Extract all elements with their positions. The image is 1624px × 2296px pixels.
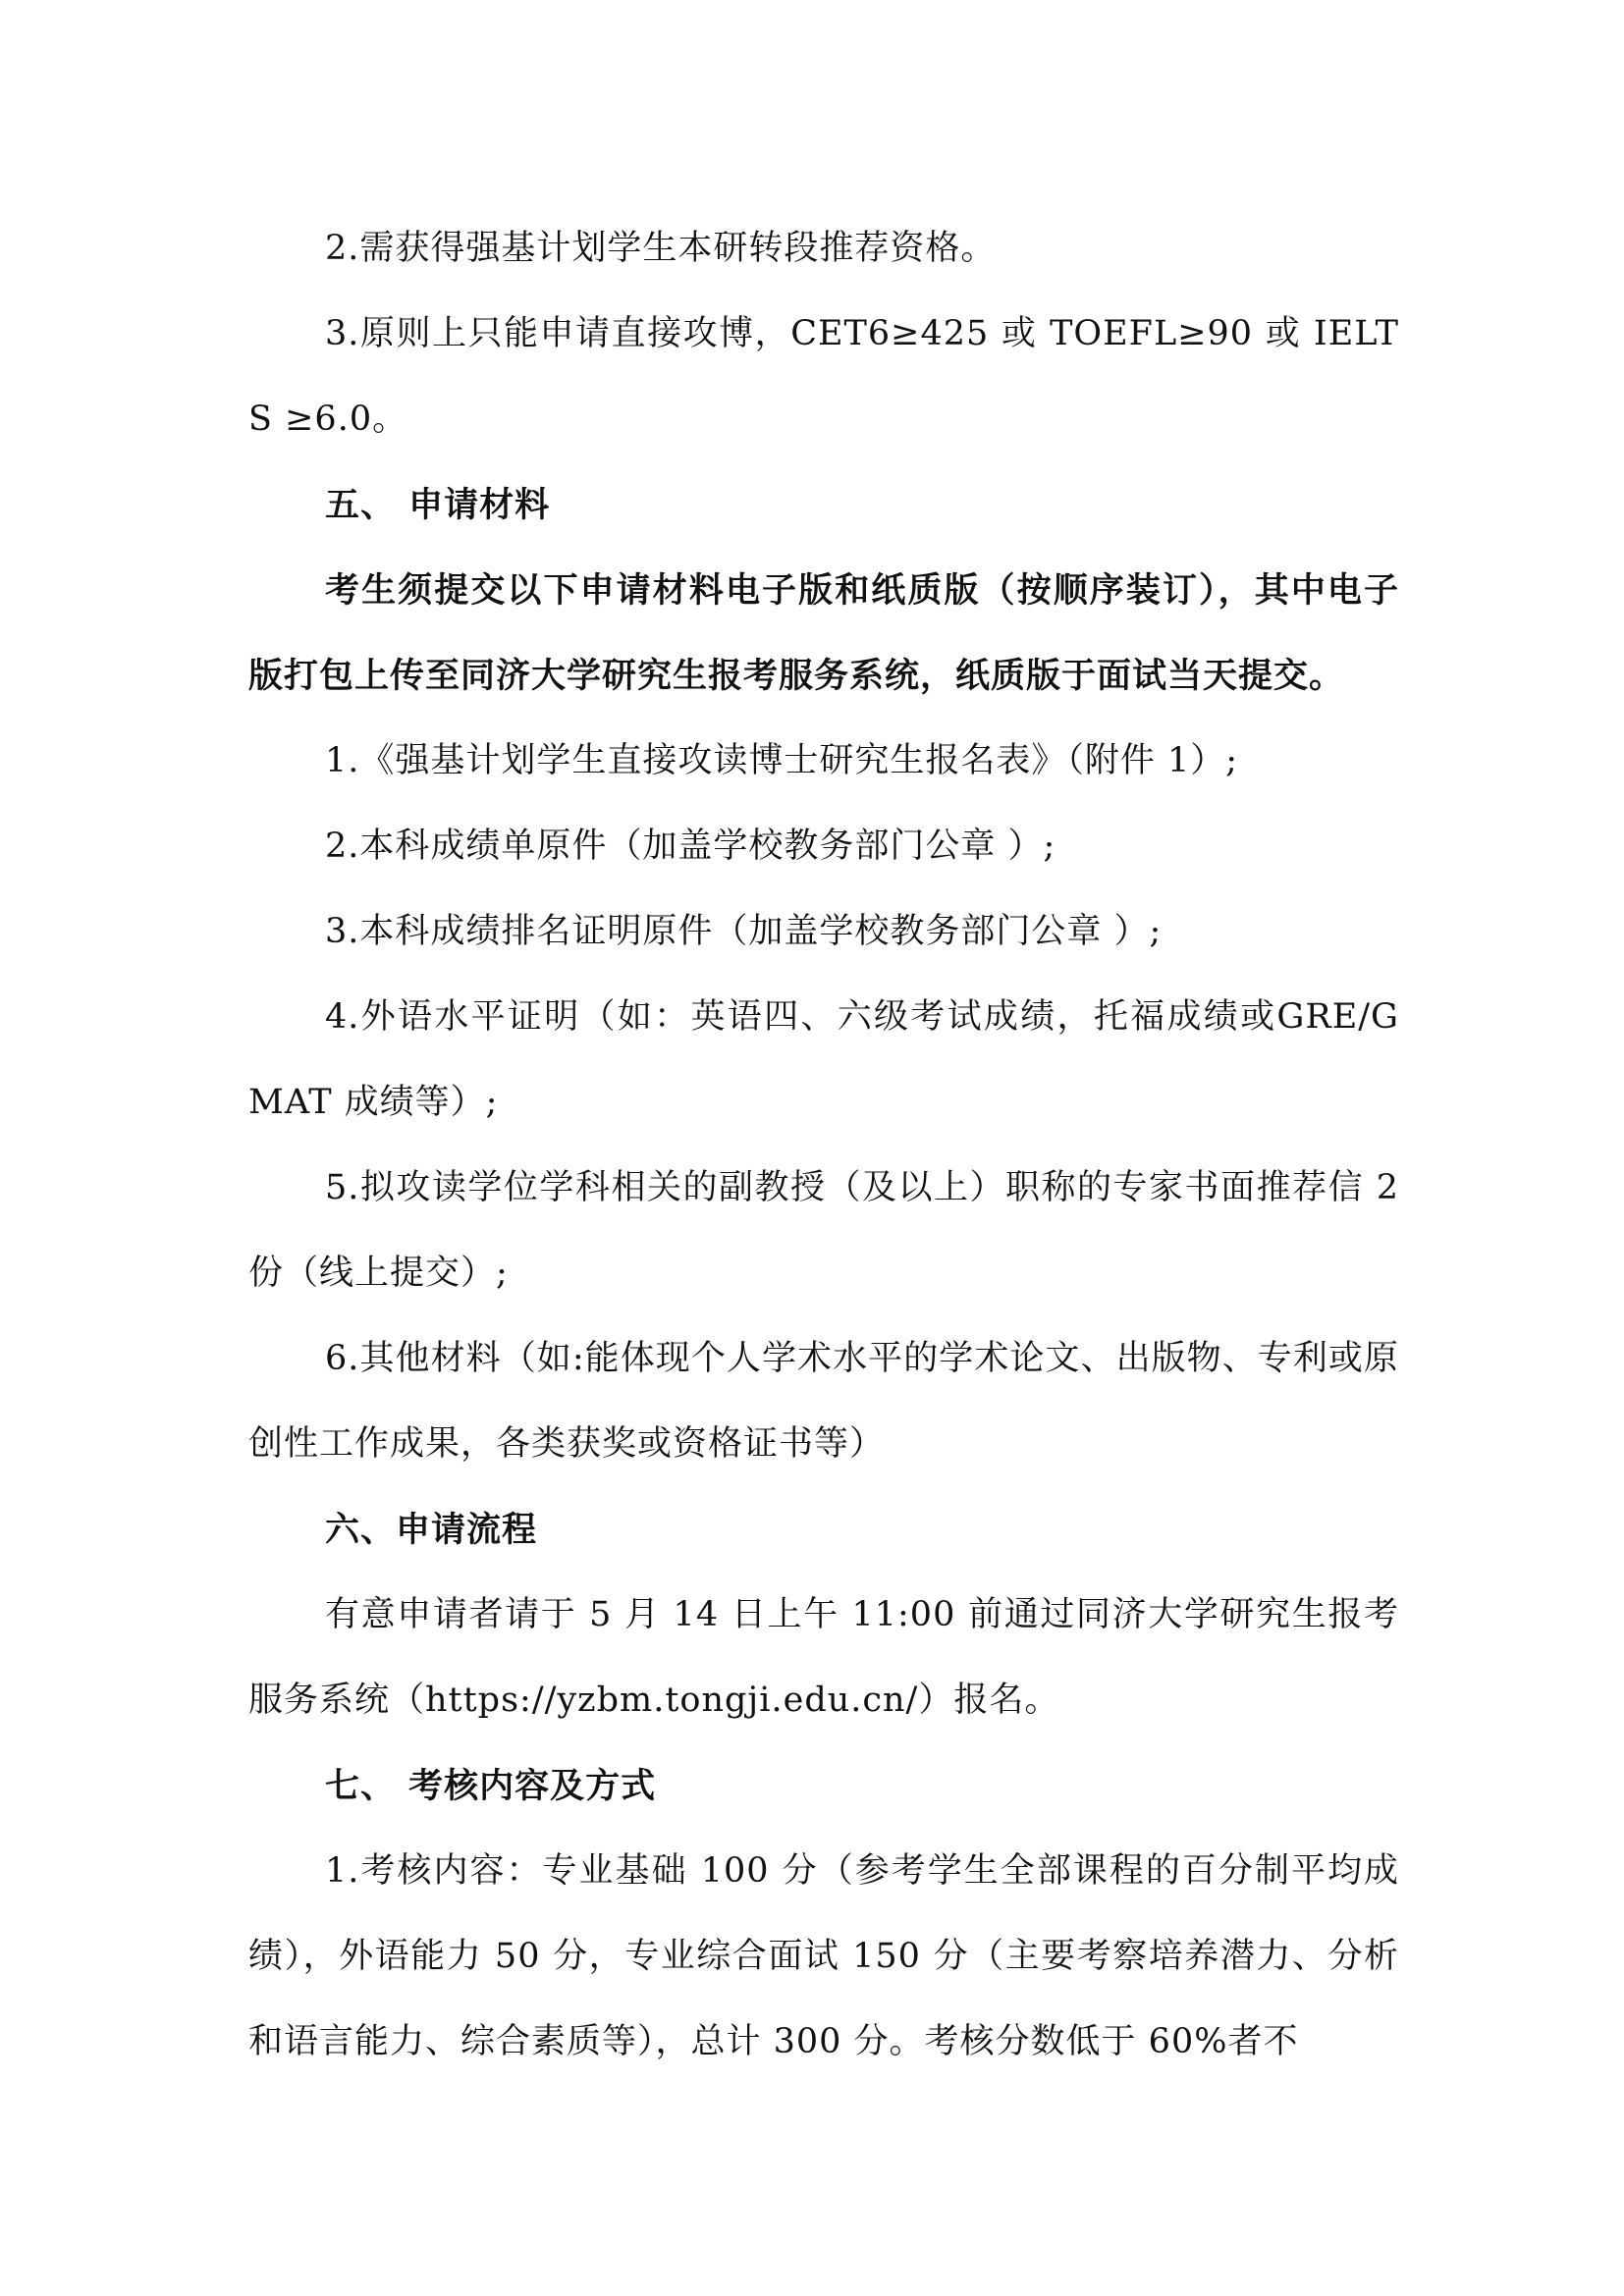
requirement-item-2: 2.需获得强基计划学生本研转段推荐资格。 <box>325 229 997 268</box>
material-item-5: 5.拟攻读学位学科相关的副教授（及以上）职称的专家书面推荐信 2 份（线上提交）; <box>248 1168 1399 1293</box>
assessment-item-1: 1.考核内容：专业基础 100 分（参考学生全部课程的百分制平均成绩），外语能力 50 分，专业综合面试 150 分（主要考察培养潜力、分析和语言能力、综合素质等），总计 300 分。考核分数低于 60%者不 <box>248 1851 1399 2061</box>
document-page <box>248 206 1399 2085</box>
material-item-1: 1.《强基计划学生直接攻读博士研究生报名表》（附件 1）; <box>325 741 1239 780</box>
section-6-heading: 六、申请流程 <box>325 1510 538 1550</box>
material-item-4: 4.外语水平证明（如：英语四、六级考试成绩，托福成绩或GRE/GMAT 成绩等）; <box>248 997 1399 1122</box>
section-7-heading: 七、 考核内容及方式 <box>325 1766 657 1806</box>
requirement-item-3: 3.原则上只能申请直接攻博，CET6≥425 或 TOEFL≥90 或 IELTS ≥6.0。 <box>248 314 1399 439</box>
material-item-2: 2.本科成绩单原件（加盖学校教务部门公章 ）; <box>325 827 1056 866</box>
section-5-intro: 考生须提交以下申请材料电子版和纸质版（按顺序装订），其中电子版打包上传至同济大学研究生报考服务系统，纸质版于面试当天提交。 <box>248 570 1399 696</box>
material-item-3: 3.本科成绩排名证明原件（加盖学校教务部门公章 ）; <box>325 912 1163 951</box>
material-item-6: 6.其他材料（如:能体现个人学术水平的学术论文、出版物、专利或原创性工作成果，各类获奖或资格证书等） <box>248 1339 1399 1464</box>
section-5-heading: 五、 申请材料 <box>325 485 551 525</box>
section-6-body: 有意申请者请于 5 月 14 日上午 11:00 前通过同济大学研究生报考服务系统（https://yzbm.tongji.edu.cn/）报名。 <box>248 1595 1399 1720</box>
